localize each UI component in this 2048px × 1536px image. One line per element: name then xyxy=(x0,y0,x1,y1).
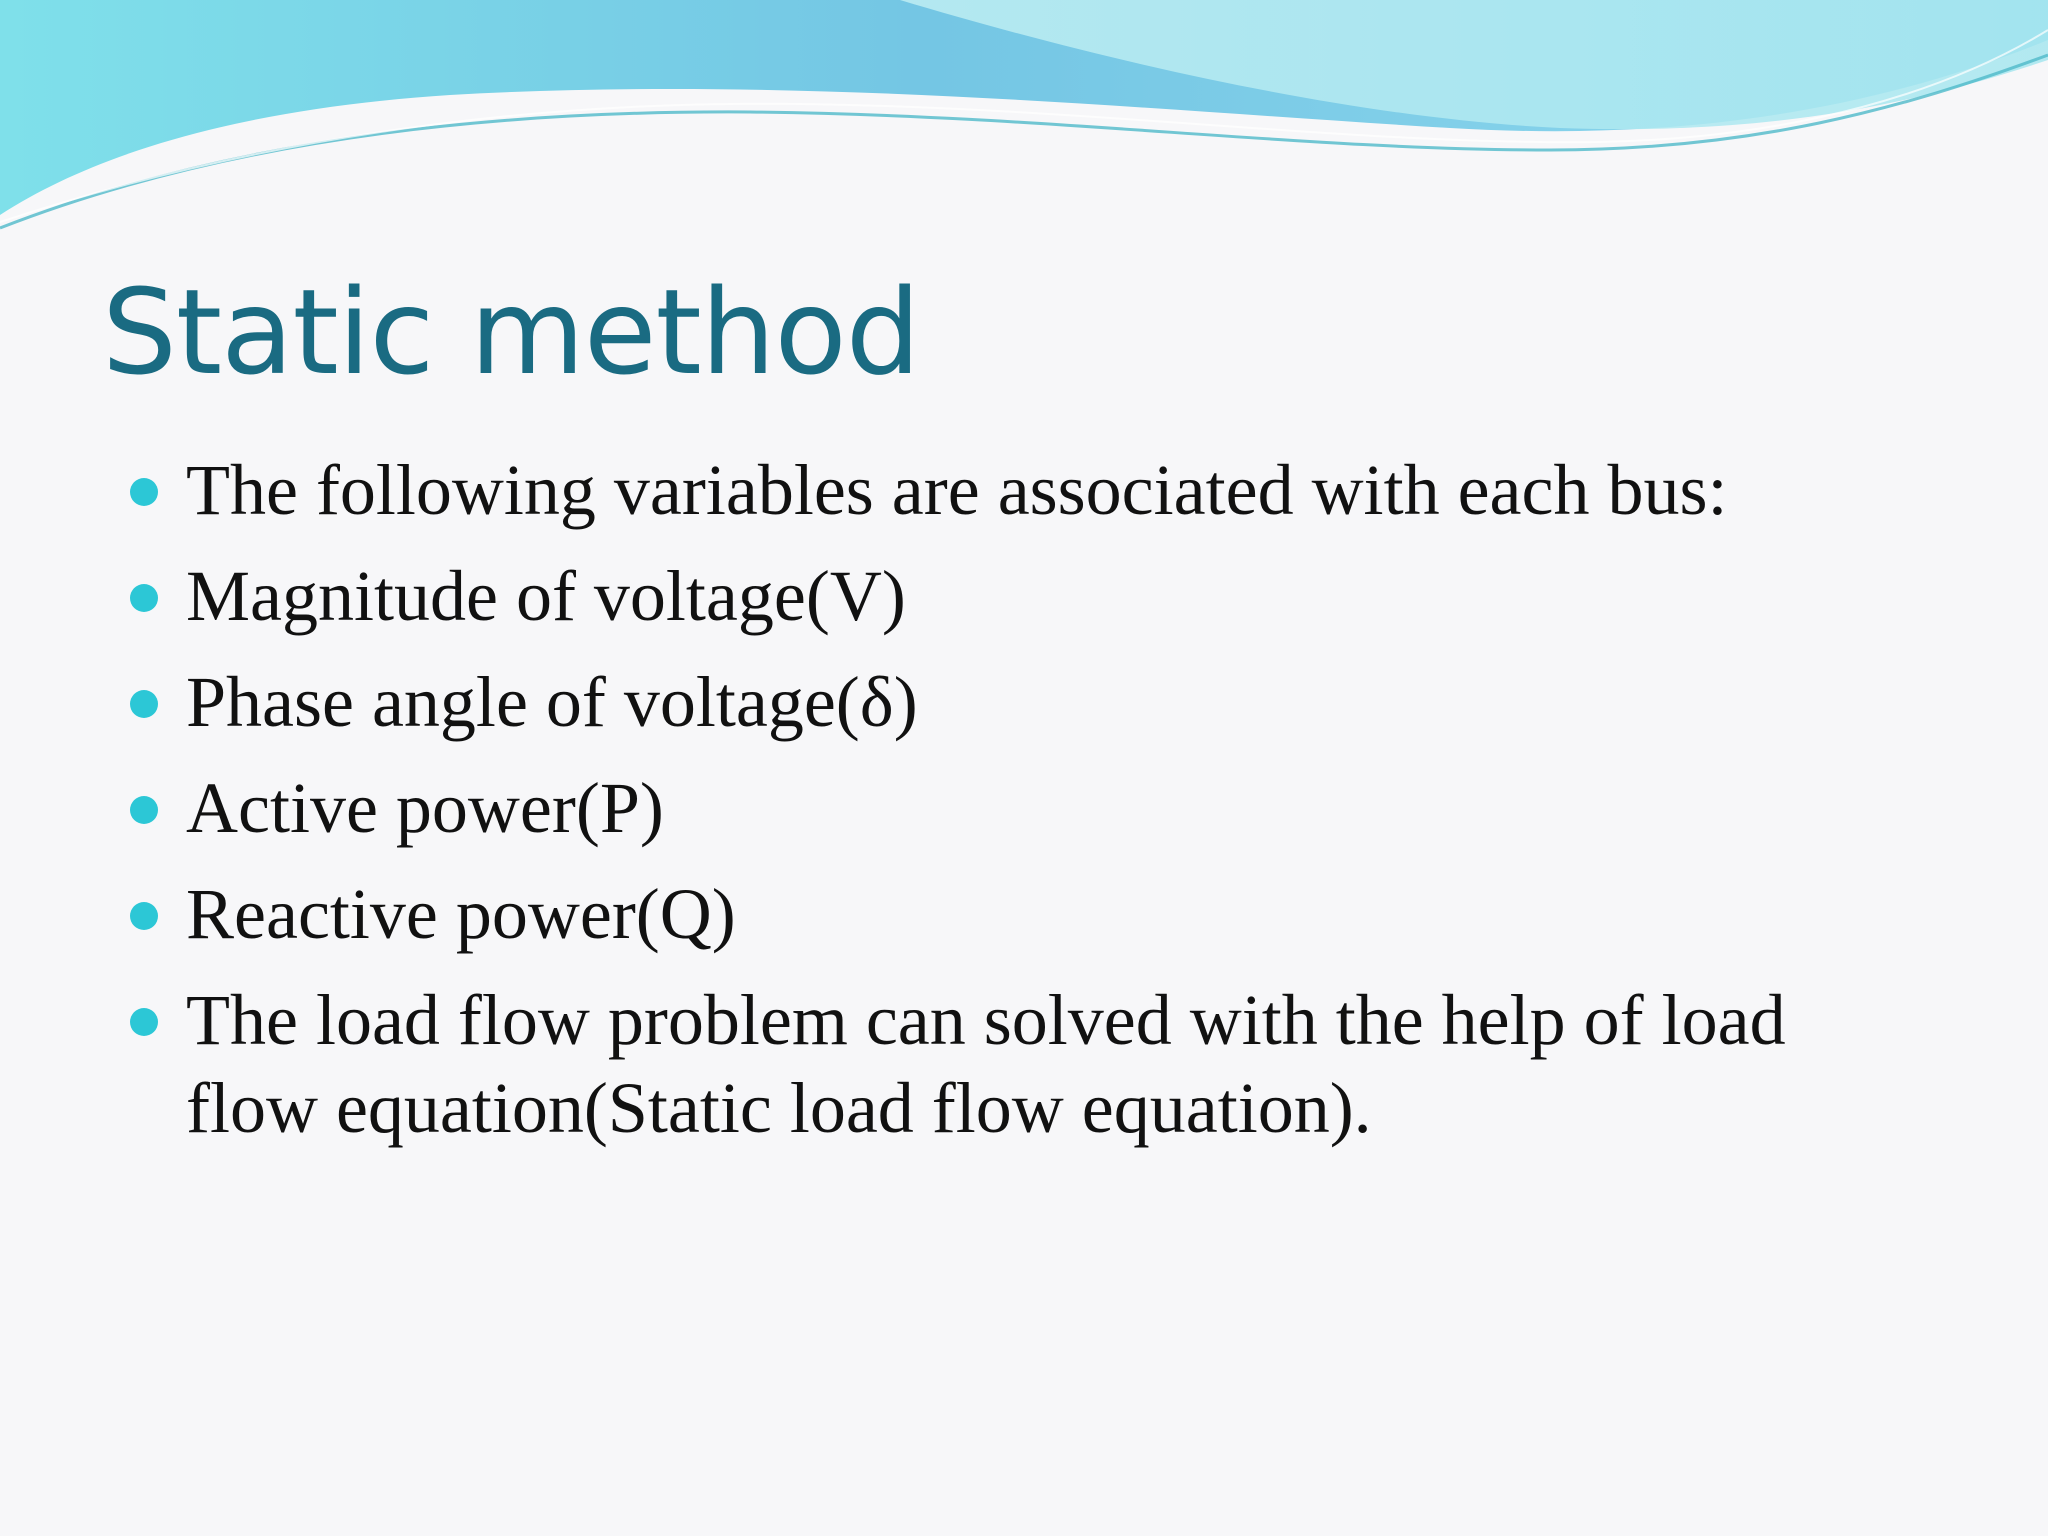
list-item xyxy=(130,870,1930,958)
bullet-dot-icon xyxy=(130,796,158,824)
bullet-dot-icon xyxy=(130,584,158,612)
bullet-dot-icon xyxy=(130,902,158,930)
bullet-text: Phase angle of voltage(δ) xyxy=(186,662,918,742)
bullet-text: Reactive power(Q) xyxy=(186,874,736,954)
bullet-dot-icon xyxy=(130,690,158,718)
list-item xyxy=(130,764,1930,852)
list-item xyxy=(130,658,1930,746)
bullet-text: Active power(P) xyxy=(186,768,664,848)
list-item xyxy=(130,446,1930,534)
bullet-dot-icon xyxy=(130,1008,158,1036)
bullet-text: The following variables are associated with each bus: xyxy=(186,450,1728,530)
bullet-text: Magnitude of voltage(V) xyxy=(186,556,906,636)
slide-title: Static method xyxy=(102,263,920,401)
list-item xyxy=(130,976,1930,1152)
bullet-text: The load flow problem can solved with the help of load flow equation(Static load flow equation). xyxy=(186,980,1786,1148)
bullet-dot-icon xyxy=(130,478,158,506)
bullet-list xyxy=(130,446,1930,1170)
list-item xyxy=(130,552,1930,640)
header-wave-decoration xyxy=(0,0,2048,240)
